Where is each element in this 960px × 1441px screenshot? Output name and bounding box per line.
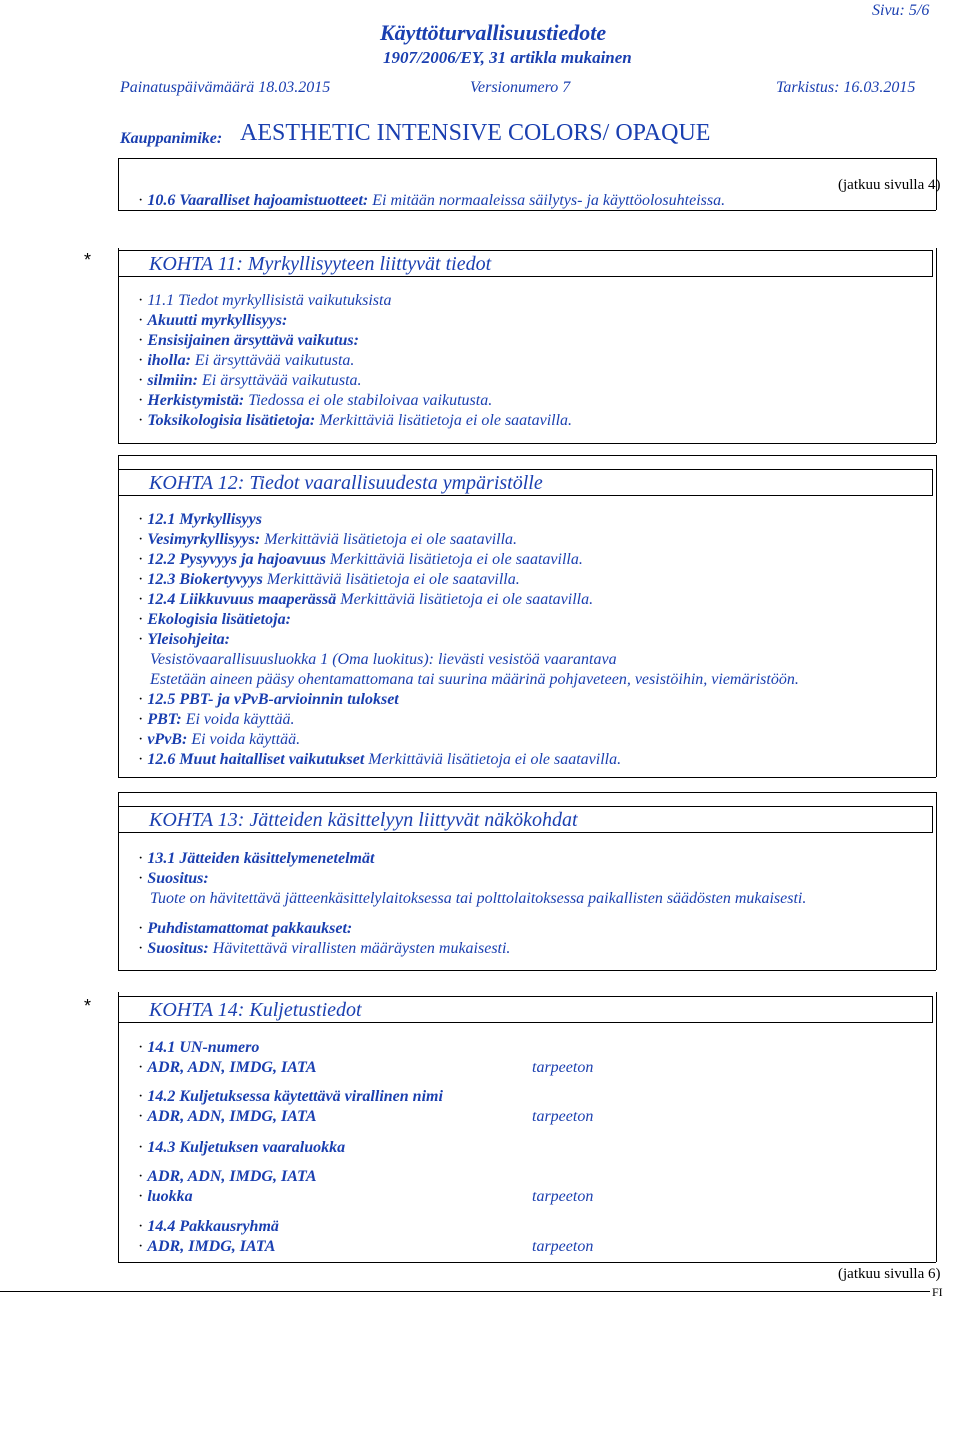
s13-line-5: · Suositus: Hävitettävä virallisten määräysten mukaisesti. [138,940,511,957]
s11-l1-text: 11.1 Tiedot myrkyllisistä vaikutuksista [147,292,392,309]
s11-l2-text: Akuutti myrkyllisyys: [147,312,288,329]
s14-l8-text: 14.4 Pakkausryhmä [147,1218,279,1235]
trade-name-value: AESTHETIC INTENSIVE COLORS/ OPAQUE [240,120,711,146]
s13-frame-bottom [118,970,936,971]
s14-line-7: · luokka [138,1188,193,1205]
s13-l2-text: Suositus: [147,870,209,887]
s13-line-1: · 13.1 Jätteiden käsittelymenetelmät [138,850,375,867]
s14-line-9: · ADR, IMDG, IATA [138,1238,276,1255]
s14-l4-text: ADR, ADN, IMDG, IATA [147,1108,317,1125]
s12-l11-label: PBT: [147,711,182,728]
s14-l2-text: ADR, ADN, IMDG, IATA [147,1059,317,1076]
s12-l11-text: Ei voida käyttää. [185,711,295,728]
s14-l5-text: 14.3 Kuljetuksen vaaraluokka [147,1139,346,1156]
s10-6-label: 10.6 Vaaralliset hajoamistuotteet: [147,192,369,209]
s12-heading: KOHTA 12: Tiedot vaarallisuudesta ympäristölle [149,472,543,494]
s12-l13-text: Merkittäviä lisätietoja ei ole saatavilla. [368,751,622,768]
s11-line-7: · Toksikologisia lisätietoja: Merkittäviä lisätietoja ei ole saatavilla. [138,412,573,429]
s11-l7-label: Toksikologisia lisätietoja: [147,412,316,429]
s14-line-4: · ADR, ADN, IMDG, IATA [138,1108,317,1125]
frame-left-top [118,158,119,210]
s12-heading-box [118,469,933,496]
s14-l9-text: ADR, IMDG, IATA [147,1238,276,1255]
s11-heading: KOHTA 11: Myrkyllisyyteen liittyvät tiedot [149,253,492,275]
s12-l3-text: Merkittäviä lisätietoja ei ole saatavilla. [329,551,583,568]
print-date: Painatuspäivämäärä 18.03.2015 [120,79,331,96]
header-divider [118,158,936,159]
s11-l7-text: Merkittäviä lisätietoja ei ole saatavilla. [319,412,573,429]
s14-l7-value: tarpeeton [532,1188,594,1205]
s12-frame-right [936,455,937,777]
s11-line-6: · Herkistymistä: Tiedossa ei ole stabiloivaa vaikutusta. [138,392,493,409]
s11-revision-star: * [84,250,92,270]
s12-frame-bottom [118,777,936,778]
s10-6-line: · 10.6 Vaaralliset hajoamistuotteet: Ei mitään normaaleissa säilytys- ja käyttöolosuhteissa. [138,192,726,209]
s12-line-1: · 12.1 Myrkyllisyys [138,511,262,528]
s14-line-1: · 14.1 UN-numero [138,1039,260,1056]
s11-l6-label: Herkistymistä: [147,392,245,409]
s11-l5-text: Ei ärsyttävää vaikutusta. [202,372,362,389]
s14-l6-text: ADR, ADN, IMDG, IATA [147,1168,317,1185]
s12-l2-label: Vesimyrkyllisyys: [147,531,261,548]
s11-line-3: · Ensisijainen ärsyttävä vaikutus: [138,332,359,349]
s12-line-13: · 12.6 Muut haitalliset vaikutukset Merkittäviä lisätietoja ei ole saatavilla. [138,751,622,768]
s12-l5-text: Merkittäviä lisätietoja ei ole saatavilla. [340,591,594,608]
s11-frame-left [118,248,119,443]
s12-line-9: Estetään aineen pääsy ohentamattomana tai suurina määrinä pohjaveteen, vesistöihin, viemäristöön. [150,671,799,688]
s11-l4-label: iholla: [147,352,191,369]
s10-6-text: Ei mitään normaaleissa säilytys- ja käyttöolosuhteissa. [372,192,726,209]
trade-name-label: Kauppanimike: [120,130,223,147]
s12-line-4: · 12.3 Biokertyvyys Merkittäviä lisätietoja ei ole saatavilla. [138,571,520,588]
s14-line-6: · ADR, ADN, IMDG, IATA [138,1168,317,1185]
s12-l13-label: 12.6 Muut haitalliset vaikutukset [147,751,365,768]
s13-l4-text: Puhdistamattomat pakkaukset: [147,920,353,937]
s12-l12-label: vPvB: [147,731,188,748]
s13-heading-box [118,806,933,833]
s14-revision-star: * [84,996,92,1016]
s12-l7-text: Yleisohjeita: [147,631,230,648]
s12-line-7: · Yleisohjeita: [138,631,230,648]
s14-frame-right [936,992,937,1262]
s12-l10-text: 12.5 PBT- ja vPvB-arvioinnin tulokset [147,691,399,708]
s11-heading-box [118,250,933,277]
s14-heading-box [118,996,933,1023]
s13-line-2: · Suositus: [138,870,209,887]
s12-frame-left [118,455,119,777]
s12-l6-text: Ekologisia lisätietoja: [147,611,291,628]
s14-l3-text: 14.2 Kuljetuksessa käytettävä virallinen nimi [147,1088,443,1105]
s14-line-8: · 14.4 Pakkausryhmä [138,1218,279,1235]
s11-l5-label: silmiin: [147,372,199,389]
s12-l4-text: Merkittäviä lisätietoja ei ole saatavilla. [266,571,520,588]
s11-l4-text: Ei ärsyttävää vaikutusta. [194,352,355,369]
s12-l4-label: 12.3 Biokertyvyys [147,571,263,588]
footer-divider [0,1291,936,1292]
s14-l2-value: tarpeeton [532,1059,594,1076]
s13-frame-top [118,792,936,793]
s13-l5-label: Suositus: [147,940,209,957]
s14-line-3: · 14.2 Kuljetuksessa käytettävä virallinen nimi [138,1088,443,1105]
s11-frame-right [936,248,937,443]
s13-l5-text: Hävitettävä virallisten määräysten mukaisesti. [212,940,511,957]
s11-line-2: · Akuutti myrkyllisyys: [138,312,288,329]
document-subtitle: 1907/2006/EY, 31 artikla mukainen [383,48,632,67]
s13-heading: KOHTA 13: Jätteiden käsittelyyn liittyvät näkökohdat [149,809,578,831]
s14-frame-bottom [118,1262,936,1263]
s12-l5-label: 12.4 Liikkuvuus maaperässä [147,591,337,608]
continued-to: (jatkuu sivulla 6) [838,1266,941,1282]
s13-frame-right [936,792,937,970]
s11-line-5: · silmiin: Ei ärsyttävää vaikutusta. [138,372,362,389]
s12-l2-text: Merkittäviä lisätietoja ei ole saatavilla. [264,531,518,548]
s11-l6-text: Tiedossa ei ole stabiloivaa vaikutusta. [248,392,493,409]
s13-l1-text: 13.1 Jätteiden käsittelymenetelmät [147,850,375,867]
s14-l7-text: luokka [147,1188,193,1205]
s12-l1-text: 12.1 Myrkyllisyys [147,511,262,528]
s11-line-4: · iholla: Ei ärsyttävää vaikutusta. [138,352,355,369]
s12-frame-top [118,455,936,456]
s11-line-1: · 11.1 Tiedot myrkyllisistä vaikutuksista [138,292,392,309]
s14-heading: KOHTA 14: Kuljetustiedot [149,999,362,1021]
s12-l12-text: Ei voida käyttää. [191,731,301,748]
s12-line-2: · Vesimyrkyllisyys: Merkittäviä lisätietoja ei ole saatavilla. [138,531,518,548]
s11-frame-bottom [118,443,936,444]
s14-l4-value: tarpeeton [532,1108,594,1125]
s12-line-8: Vesistövaarallisuusluokka 1 (Oma luokitus): lievästi vesistöä vaarantava [150,651,617,668]
s12-line-5: · 12.4 Liikkuvuus maaperässä Merkittäviä lisätietoja ei ole saatavilla. [138,591,594,608]
frame-bottom-top [118,210,936,211]
s14-line-2: · ADR, ADN, IMDG, IATA [138,1059,317,1076]
s12-l3-label: 12.2 Pysyvyys ja hajoavuus [147,551,326,568]
s12-line-12: · vPvB: Ei voida käyttää. [138,731,301,748]
version-number: Versionumero 7 [470,79,571,96]
language-code: FI [932,1285,943,1299]
s12-line-3: · 12.2 Pysyvyys ja hajoavuus Merkittäviä lisätietoja ei ole saatavilla. [138,551,583,568]
s14-l1-text: 14.1 UN-numero [147,1039,260,1056]
revision-date: Tarkistus: 16.03.2015 [776,79,916,96]
page-number: Sivu: 5/6 [872,2,930,19]
s12-line-11: · PBT: Ei voida käyttää. [138,711,295,728]
s14-l9-value: tarpeeton [532,1238,594,1255]
s14-line-5: · 14.3 Kuljetuksen vaaraluokka [138,1139,346,1156]
s13-line-3: Tuote on hävitettävä jätteenkäsittelylaitoksessa tai polttolaitoksessa paikallisten säädösten mukaisesti. [150,890,807,907]
continued-from: (jatkuu sivulla 4) [838,177,941,193]
document-title: Käyttöturvallisuustiedote [380,20,607,45]
s14-frame-left [118,992,119,1262]
s11-l3-text: Ensisijainen ärsyttävä vaikutus: [147,332,359,349]
s12-line-10: · 12.5 PBT- ja vPvB-arvioinnin tulokset [138,691,399,708]
s13-line-4: · Puhdistamattomat pakkaukset: [138,920,353,937]
s12-line-6: · Ekologisia lisätietoja: [138,611,291,628]
